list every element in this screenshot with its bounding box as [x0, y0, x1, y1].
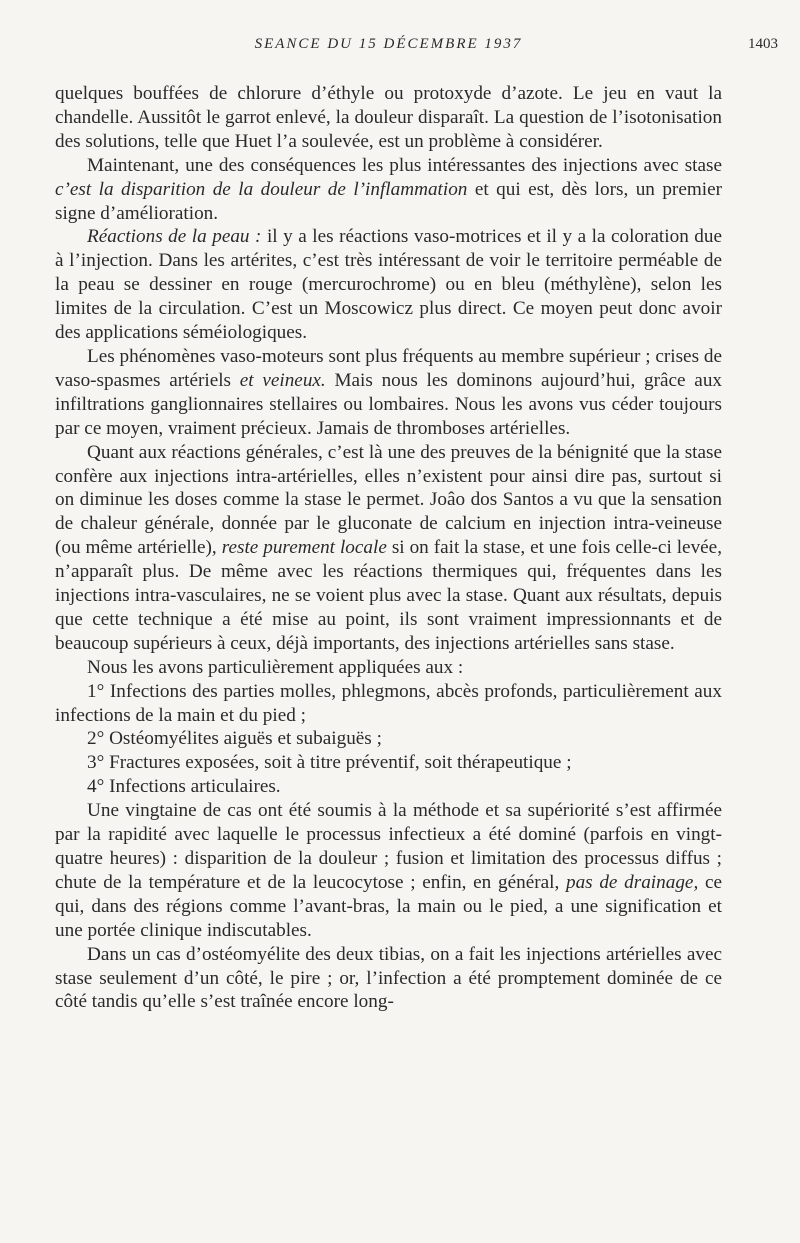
text-run: Quant aux réactions générales, c’est là une des preuves de la bénignité que la stase confère aux injections intra-artérielles, elles n’existent pour ainsi dire pas, surtout si on diminue les doses comme la stase le permet. Joâo dos Santos a vu que la sensation de chaleur générale, donnée par le gluconate de calcium en injection intra-veineuse (ou même artérielle),	[55, 441, 722, 559]
paragraph	[55, 154, 722, 226]
paragraph	[55, 727, 722, 751]
paragraph	[55, 680, 722, 728]
text-run: quelques bouffées de chlorure d’éthyle ou protoxyde d’azote. Le jeu en vaut la chandelle. Aussitôt le garrot enlevé, la douleur disparaît. La question de l’isotonisation des solutions, telle que Huet l’a soulevée, est un problème à considérer.	[55, 83, 722, 152]
italic-text: reste purement locale	[221, 537, 387, 559]
paragraph	[55, 345, 722, 441]
text-run: il y a les réactions vaso-motrices et il y a la coloration due à l’injection. Dans les artérites, c’est très intéressant de voir le territoire perméable de la peau se dessiner en rouge (mercurochrome) ou en bleu (méthylène), selon les limites de la circulation. C’est un Moscowicz plus direct. Ce moyen peut donc avoir des applications séméiologiques.	[55, 226, 722, 344]
text-run: ce qui, dans des régions comme l’avant-bras, la main ou le pied, a une signification et une portée clinique indiscutables.	[55, 871, 722, 941]
paragraph	[55, 799, 722, 942]
page-number: 1403	[748, 36, 778, 52]
paragraph	[55, 775, 722, 799]
text-run: 2° Ostéomyélites aiguës et subaiguës ;	[87, 728, 382, 750]
running-header	[55, 0, 778, 72]
italic-text: et veineux.	[239, 369, 326, 391]
paragraph	[55, 943, 722, 1015]
text-run: Dans un cas d’ostéomyélite des deux tibias, on a fait les injections artérielles avec stase seulement d’un côté, le pire ; or, l’infection a été promptement dominée de ce côté tandis qu’elle s’est traînée encore long-	[55, 943, 722, 1013]
text-run: 1° Infections des parties molles, phlegmons, abcès profonds, particulièrement aux infections de la main et du pied ;	[55, 680, 722, 726]
text-run: et qui est, dès lors, un premier signe d’amélioration.	[55, 178, 722, 224]
italic-text: Réactions de la peau :	[87, 226, 262, 248]
paragraph	[55, 82, 722, 154]
italic-text: pas de drainage,	[565, 871, 699, 893]
paragraph	[55, 751, 722, 775]
text-run: 4° Infections articulaires.	[87, 776, 281, 798]
paragraph	[55, 656, 722, 680]
paragraph	[55, 441, 722, 656]
text-run: Une vingtaine de cas ont été soumis à la méthode et sa supériorité s’est affirmée par la rapidité avec laquelle le processus infectieux a été dominé (parfois en vingt-quatre heures) : disparition de la douleur ; fusion et limitation des processus diffus ; chute de la température et de la leucocytose ; enfin, en général,	[55, 800, 722, 893]
header-title: SEANCE DU 15 DÉCEMBRE 1937	[254, 36, 523, 52]
text-run: Maintenant, une des conséquences les plus intéressantes des injections avec stase	[87, 154, 722, 176]
paragraph	[55, 225, 722, 345]
text-run: si on fait la stase, et une fois celle-ci levée, n’apparaît plus. De même avec les réactions thermiques qui, fréquentes dans les injections intra-vasculaires, ne se voient plus avec la stase. Quant aux résultats, depuis que cette technique a été mise au point, ils sont vraiment impressionnants et de beaucoup supérieurs à ceux, déjà importants, des injections artérielles sans stase.	[55, 537, 722, 654]
text-run: Les phénomènes vaso-moteurs sont plus fréquents au membre supérieur ; crises de vaso-spasmes artériels	[55, 345, 722, 391]
text-run: Mais nous les dominons aujourd’hui, grâce aux infiltrations ganglionnaires stellaires ou lombaires. Nous les avons vus céder toujours par ce moyen, vraiment précieux. Jamais de thromboses artérielles.	[55, 369, 723, 439]
text-run: 3° Fractures exposées, soit à titre préventif, soit thérapeutique ;	[87, 752, 572, 774]
text-run: Nous les avons particulièrement appliquées aux :	[87, 656, 464, 678]
italic-text: c’est la disparition de la douleur de l’inflammation	[55, 178, 468, 200]
body-text	[55, 82, 722, 1014]
